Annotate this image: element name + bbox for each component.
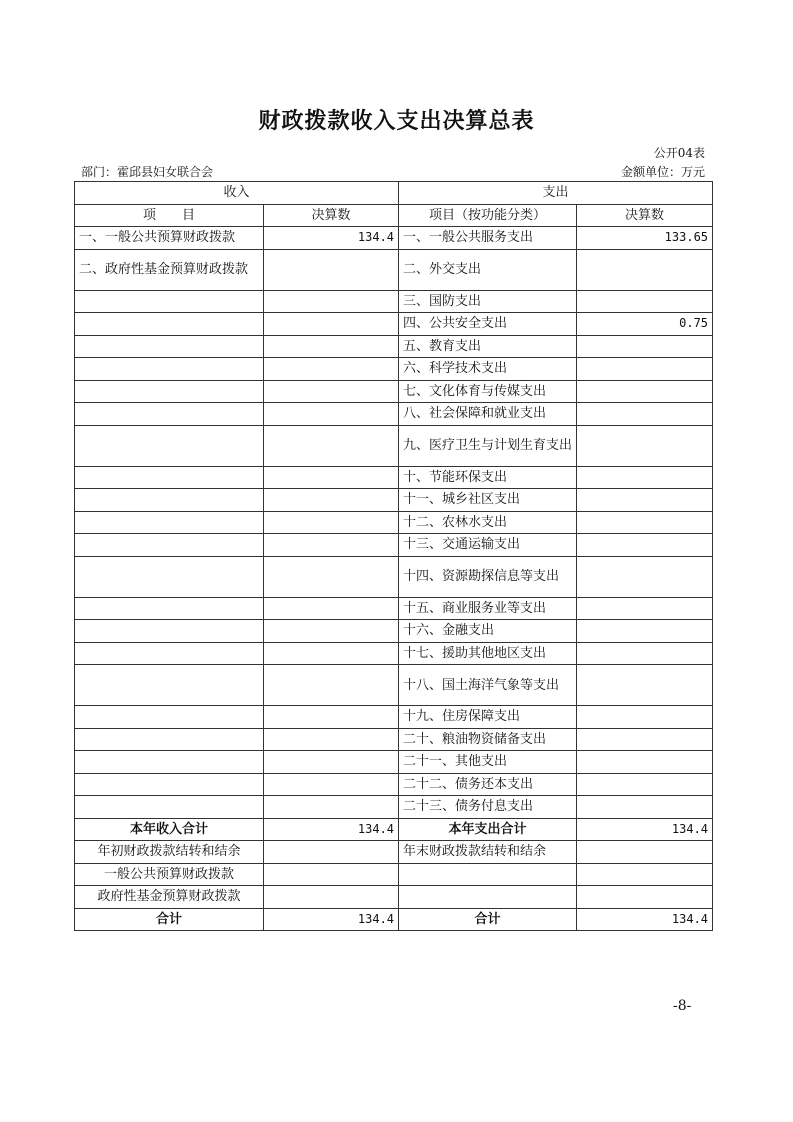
income-amount-cell xyxy=(264,403,399,426)
table-row xyxy=(75,358,713,381)
expense-item-cell: 二十、粮油物资储备支出 xyxy=(399,728,577,751)
expense-amount-cell xyxy=(577,665,713,706)
income-amount-cell xyxy=(264,620,399,643)
income-amount-cell xyxy=(264,511,399,534)
expense-amount-cell xyxy=(577,642,713,665)
income-item-cell xyxy=(75,313,264,336)
expense-item-cell: 二十二、债务还本支出 xyxy=(399,773,577,796)
expense-item-cell: 十六、金融支出 xyxy=(399,620,577,643)
income-amount-cell xyxy=(264,249,399,290)
table-row xyxy=(75,556,713,597)
income-item-cell xyxy=(75,380,264,403)
income-amount-cell xyxy=(264,313,399,336)
grand-total-value-expense: 134.4 xyxy=(577,908,713,931)
fund-budget-label: 政府性基金预算财政拨款 xyxy=(75,886,264,909)
expense-amount-cell xyxy=(577,534,713,557)
page-number: -8- xyxy=(673,998,692,1014)
income-item-cell xyxy=(75,335,264,358)
section-header-row xyxy=(75,182,713,205)
income-item-cell xyxy=(75,534,264,557)
expense-item-cell: 十九、住房保障支出 xyxy=(399,706,577,729)
expense-item-header: 项目（按功能分类） xyxy=(399,204,577,227)
expense-amount-cell xyxy=(577,706,713,729)
table-row xyxy=(75,313,713,336)
income-item-cell xyxy=(75,773,264,796)
income-amount-cell xyxy=(264,489,399,512)
expense-amount-cell xyxy=(577,358,713,381)
empty-cell xyxy=(577,886,713,909)
expense-item-cell: 六、科学技术支出 xyxy=(399,358,577,381)
income-item-cell xyxy=(75,425,264,466)
table-row xyxy=(75,335,713,358)
income-item-cell xyxy=(75,290,264,313)
expense-item-cell: 十五、商业服务业等支出 xyxy=(399,597,577,620)
income-amount-cell xyxy=(264,425,399,466)
income-amount-cell xyxy=(264,380,399,403)
expense-amount-cell xyxy=(577,620,713,643)
income-year-total-label: 本年收入合计 xyxy=(75,818,264,841)
expense-item-cell: 四、公共安全支出 xyxy=(399,313,577,336)
department-label: 部门：霍邱县妇女联合会 xyxy=(81,165,214,179)
income-amount-cell xyxy=(264,728,399,751)
expense-amount-cell xyxy=(577,796,713,819)
carry-in-label: 年初财政拨款结转和结余 xyxy=(75,841,264,864)
expense-amount-cell xyxy=(577,335,713,358)
expense-amount-cell xyxy=(577,380,713,403)
income-item-cell: 二、政府性基金预算财政拨款 xyxy=(75,249,264,290)
expense-amount-cell xyxy=(577,425,713,466)
income-amount-cell xyxy=(264,773,399,796)
income-item-cell xyxy=(75,665,264,706)
income-item-cell xyxy=(75,620,264,643)
table-row xyxy=(75,728,713,751)
income-item-cell xyxy=(75,751,264,774)
empty-cell xyxy=(577,863,713,886)
expense-item-cell: 十一、城乡社区支出 xyxy=(399,489,577,512)
income-item-cell xyxy=(75,403,264,426)
income-item-cell xyxy=(75,358,264,381)
income-amount-cell xyxy=(264,642,399,665)
expense-item-cell: 三、国防支出 xyxy=(399,290,577,313)
expense-item-cell: 一、一般公共服务支出 xyxy=(399,227,577,250)
expense-item-cell: 十三、交通运输支出 xyxy=(399,534,577,557)
expense-item-cell: 二十三、债务付息支出 xyxy=(399,796,577,819)
expense-amount-cell xyxy=(577,597,713,620)
income-item-cell xyxy=(75,466,264,489)
expense-item-cell: 八、社会保障和就业支出 xyxy=(399,403,577,426)
expense-header: 支出 xyxy=(399,182,713,205)
income-year-total-value: 134.4 xyxy=(264,818,399,841)
grand-total-value-income: 134.4 xyxy=(264,908,399,931)
income-amount-cell xyxy=(264,290,399,313)
expense-amount-cell: 0.75 xyxy=(577,313,713,336)
table-row xyxy=(75,380,713,403)
expense-year-total-label: 本年支出合计 xyxy=(399,818,577,841)
table-row xyxy=(75,425,713,466)
income-item-cell xyxy=(75,556,264,597)
expense-item-cell: 十四、资源勘探信息等支出 xyxy=(399,556,577,597)
grand-total-label-expense: 合计 xyxy=(399,908,577,931)
table-row xyxy=(75,620,713,643)
budget-table xyxy=(74,181,713,931)
general-budget-value xyxy=(264,863,399,886)
year-total-row xyxy=(75,818,713,841)
expense-item-cell: 十、节能环保支出 xyxy=(399,466,577,489)
general-budget-row xyxy=(75,863,713,886)
expense-amount-cell xyxy=(577,466,713,489)
income-item-header: 项 目 xyxy=(75,204,264,227)
income-amount-cell xyxy=(264,665,399,706)
fund-budget-value xyxy=(264,886,399,909)
carry-out-value xyxy=(577,841,713,864)
unit-label: 金额单位：万元 xyxy=(620,165,705,179)
expense-amount-header: 决算数 xyxy=(577,204,713,227)
expense-amount-cell xyxy=(577,489,713,512)
table-row xyxy=(75,773,713,796)
carry-in-value xyxy=(264,841,399,864)
table-row xyxy=(75,751,713,774)
expense-amount-cell xyxy=(577,511,713,534)
income-item-cell: 一、一般公共预算财政拨款 xyxy=(75,227,264,250)
table-row xyxy=(75,534,713,557)
income-item-cell xyxy=(75,796,264,819)
expense-item-cell: 五、教育支出 xyxy=(399,335,577,358)
table-row xyxy=(75,290,713,313)
table-row xyxy=(75,489,713,512)
income-item-cell xyxy=(75,489,264,512)
expense-item-cell: 七、文化体育与传媒支出 xyxy=(399,380,577,403)
expense-amount-cell xyxy=(577,556,713,597)
expense-amount-cell xyxy=(577,773,713,796)
table-row xyxy=(75,249,713,290)
income-item-cell xyxy=(75,706,264,729)
income-amount-header: 决算数 xyxy=(264,204,399,227)
income-item-cell xyxy=(75,511,264,534)
expense-amount-cell xyxy=(577,249,713,290)
income-amount-cell xyxy=(264,706,399,729)
income-amount-cell: 134.4 xyxy=(264,227,399,250)
table-row xyxy=(75,597,713,620)
empty-cell xyxy=(399,863,577,886)
form-code: 公开04表 xyxy=(653,146,705,160)
income-item-cell xyxy=(75,597,264,620)
income-header: 收入 xyxy=(75,182,399,205)
table-row xyxy=(75,796,713,819)
table-row xyxy=(75,706,713,729)
table-row xyxy=(75,227,713,250)
carry-out-label: 年末财政拨款结转和结余 xyxy=(399,841,577,864)
income-amount-cell xyxy=(264,358,399,381)
expense-amount-cell xyxy=(577,751,713,774)
income-amount-cell xyxy=(264,556,399,597)
table-row xyxy=(75,466,713,489)
table-row xyxy=(75,642,713,665)
general-budget-label: 一般公共预算财政拨款 xyxy=(75,863,264,886)
expense-item-cell: 十八、国土海洋气象等支出 xyxy=(399,665,577,706)
income-amount-cell xyxy=(264,335,399,358)
grand-total-row xyxy=(75,908,713,931)
carryover-row xyxy=(75,841,713,864)
empty-cell xyxy=(399,886,577,909)
expense-amount-cell: 133.65 xyxy=(577,227,713,250)
income-amount-cell xyxy=(264,796,399,819)
expense-amount-cell xyxy=(577,728,713,751)
grand-total-label-income: 合计 xyxy=(75,908,264,931)
income-item-cell xyxy=(75,728,264,751)
expense-item-cell: 二十一、其他支出 xyxy=(399,751,577,774)
income-amount-cell xyxy=(264,534,399,557)
table-row xyxy=(75,665,713,706)
expense-item-cell: 十七、援助其他地区支出 xyxy=(399,642,577,665)
income-item-cell xyxy=(75,642,264,665)
table-row xyxy=(75,403,713,426)
fund-budget-row xyxy=(75,886,713,909)
expense-amount-cell xyxy=(577,403,713,426)
page-title: 财政拨款收入支出决算总表 xyxy=(258,109,535,134)
income-amount-cell xyxy=(264,751,399,774)
expense-item-cell: 十二、农林水支出 xyxy=(399,511,577,534)
income-amount-cell xyxy=(264,466,399,489)
expense-item-cell: 二、外交支出 xyxy=(399,249,577,290)
expense-amount-cell xyxy=(577,290,713,313)
income-amount-cell xyxy=(264,597,399,620)
expense-item-cell: 九、医疗卫生与计划生育支出 xyxy=(399,425,577,466)
expense-year-total-value: 134.4 xyxy=(577,818,713,841)
table-row xyxy=(75,511,713,534)
column-header-row xyxy=(75,204,713,227)
